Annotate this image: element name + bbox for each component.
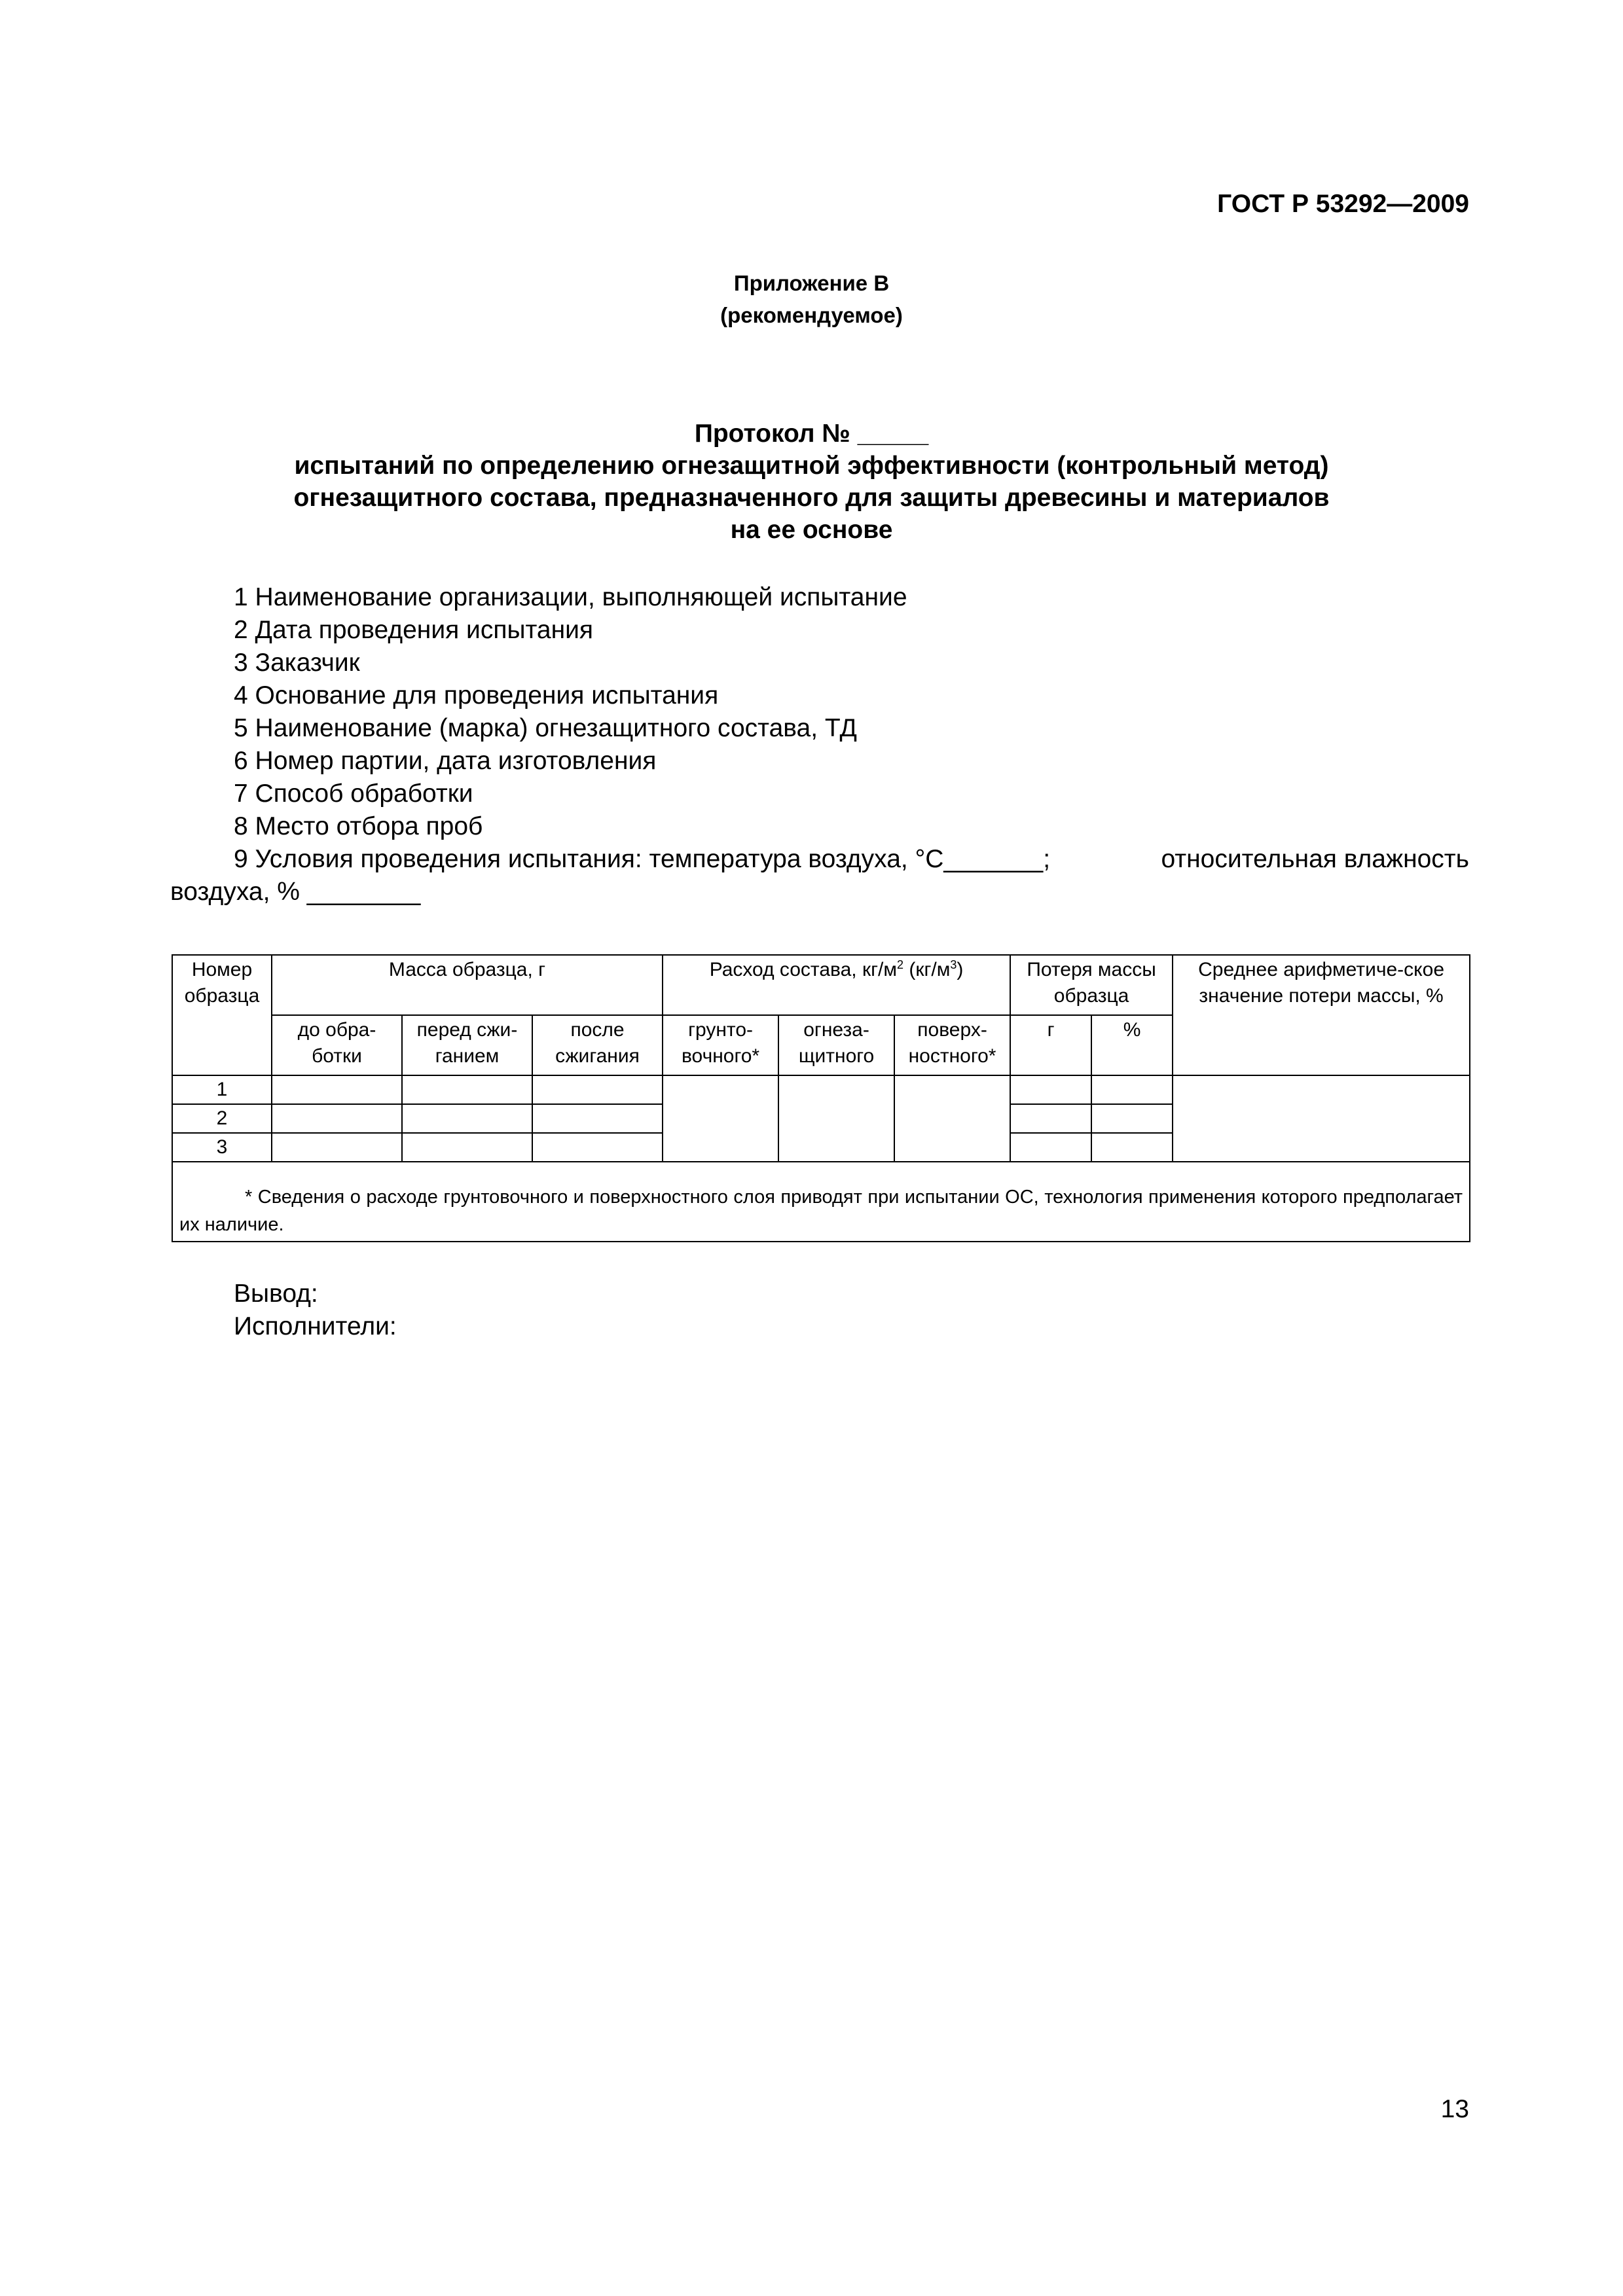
table-cell	[1173, 1075, 1470, 1162]
test-conditions-humidity: воздуха, % ________	[170, 878, 421, 906]
protocol-title	[0, 418, 1623, 546]
protocol-subtitle-line: на ее основе	[730, 516, 893, 544]
appendix-status: (рекомендуемое)	[720, 303, 903, 327]
header-consumption: Расход состава, $кг/м^2$ $(кг/м^3)$	[663, 955, 1010, 1015]
document-code: ГОСТ Р 53292—2009	[1217, 190, 1469, 218]
table-cell	[532, 1075, 663, 1104]
table-cell	[663, 1075, 778, 1162]
page-number: 13	[1440, 2095, 1469, 2123]
table-cell	[1091, 1133, 1173, 1162]
table-row	[172, 1075, 1470, 1104]
table-cell	[402, 1075, 532, 1104]
header-loss-percent: %	[1091, 1015, 1173, 1075]
header-consumption-fireproof: огнеза-щитного	[778, 1015, 894, 1075]
conclusion-block	[234, 1278, 397, 1343]
header-loss-grams: г	[1010, 1015, 1091, 1075]
list-item: 3 Заказчик	[234, 649, 360, 677]
test-conditions-temperature: 9 Условия проведения испытания: температура воздуха, °С_______;	[234, 845, 1051, 873]
table-cell	[778, 1075, 894, 1162]
table-cell	[1010, 1104, 1091, 1133]
table-cell	[894, 1075, 1010, 1162]
protocol-heading: Протокол № _____	[694, 420, 929, 448]
list-item: 2 Дата проведения испытания	[234, 616, 594, 644]
appendix-heading	[0, 267, 1623, 331]
table-cell	[1010, 1133, 1091, 1162]
results-table	[172, 954, 1470, 1242]
test-conditions-item	[170, 843, 1469, 908]
header-average-loss: Среднее арифметиче-ское значение потери массы, %	[1173, 955, 1470, 1075]
table-cell	[532, 1133, 663, 1162]
table-cell	[1091, 1075, 1173, 1104]
list-item: 4 Основание для проведения испытания	[234, 681, 719, 709]
table-footnote: * Сведения о расходе грунтовочного и поверхностного слоя приводят при испытании ОС, технология применения которого предполагает их наличие.	[172, 1162, 1470, 1242]
performers-label: Исполнители:	[234, 1312, 397, 1340]
header-mass-loss: Потеря массы образца	[1010, 955, 1173, 1015]
table-cell	[272, 1075, 402, 1104]
header-sample-mass: Масса образца, г	[272, 955, 663, 1015]
list-item: 5 Наименование (марка) огнезащитного состава, ТД	[234, 714, 857, 742]
protocol-items-list	[234, 581, 907, 843]
test-conditions-humidity-label: относительная влажность	[1161, 845, 1469, 873]
table-cell	[272, 1133, 402, 1162]
sample-number-cell: 1	[172, 1075, 272, 1104]
list-item: 6 Номер партии, дата изготовления	[234, 747, 657, 775]
header-mass-before-burning: перед сжи-ганием	[402, 1015, 532, 1075]
header-consumption-surface: поверх-ностного*	[894, 1015, 1010, 1075]
protocol-subtitle-line: испытаний по определению огнезащитной эффективности (контрольный метод)	[294, 452, 1329, 480]
protocol-subtitle-line: огнезащитного состава, предназначенного для защиты древесины и материалов	[293, 484, 1330, 512]
appendix-title: Приложение В	[733, 271, 890, 295]
sample-number-cell: 2	[172, 1104, 272, 1133]
header-consumption-primer: грунто-вочного*	[663, 1015, 778, 1075]
table-cell	[402, 1133, 532, 1162]
list-item: 7 Способ обработки	[234, 780, 473, 808]
table-cell	[1091, 1104, 1173, 1133]
table-cell	[272, 1104, 402, 1133]
list-item: 1 Наименование организации, выполняющей испытание	[234, 583, 907, 611]
header-mass-before-treatment: до обра-ботки	[272, 1015, 402, 1075]
table-cell	[532, 1104, 663, 1133]
conclusion-label: Вывод:	[234, 1280, 318, 1308]
list-item: 8 Место отбора проб	[234, 812, 483, 840]
table-cell	[402, 1104, 532, 1133]
sample-number-cell: 3	[172, 1133, 272, 1162]
header-mass-after-burning: после сжигания	[532, 1015, 663, 1075]
table-cell	[1010, 1075, 1091, 1104]
header-sample-number: Номер образца	[172, 955, 272, 1075]
